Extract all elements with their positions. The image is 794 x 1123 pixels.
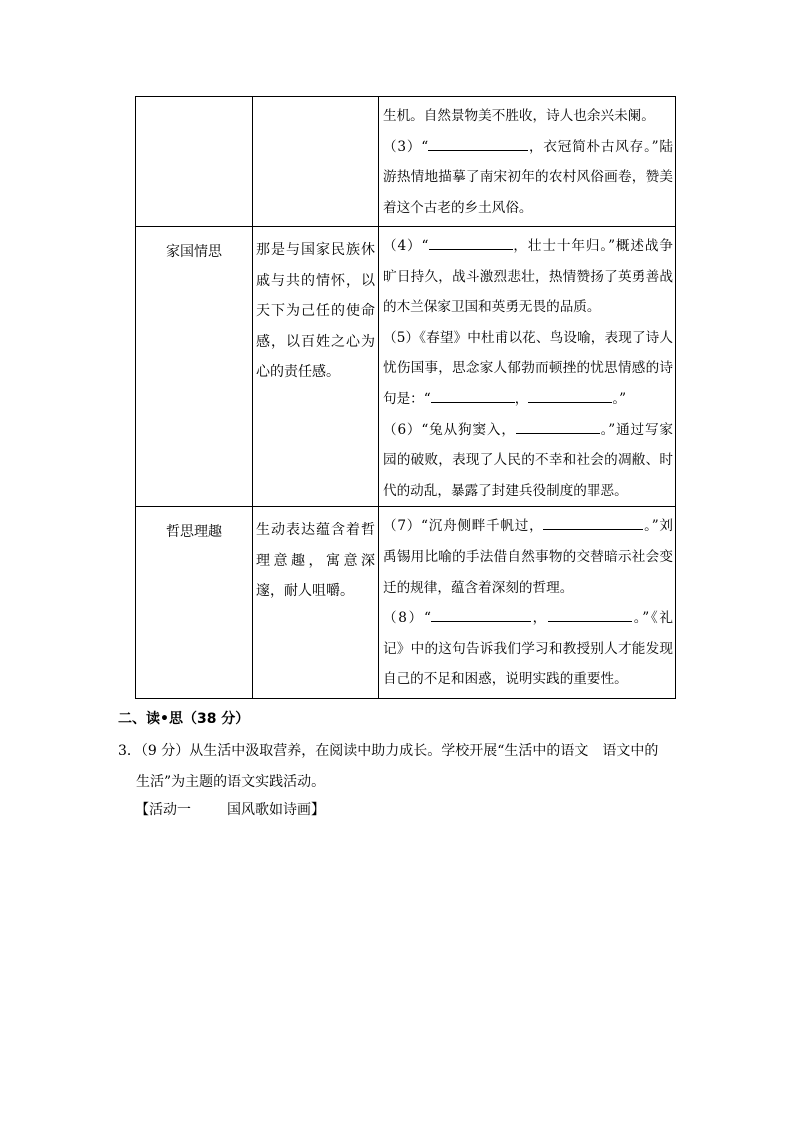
category-label: 家国情思 xyxy=(166,244,222,260)
poetry-table xyxy=(135,96,676,699)
description-cell xyxy=(253,227,379,507)
answer-blank[interactable] xyxy=(543,517,643,530)
activity-heading: 【活动一 国风歌如诗画】 xyxy=(135,802,325,818)
answer-blank[interactable] xyxy=(431,609,531,622)
table-row xyxy=(136,507,676,699)
items-cell xyxy=(379,227,676,507)
answer-blank[interactable] xyxy=(431,390,515,403)
question-3 xyxy=(118,736,678,798)
category-cell xyxy=(136,227,253,507)
category-label: 哲思理趣 xyxy=(166,524,222,541)
table-row xyxy=(136,227,676,507)
category-cell xyxy=(136,507,253,699)
answer-blank[interactable] xyxy=(528,390,612,403)
answer-blank[interactable] xyxy=(548,609,632,622)
description-cell xyxy=(253,97,379,227)
item-5: （5）《春望》中杜甫以花、鸟设喻，表现了诗人忧伤国事，思念家人郁勃而顿挫的忧思情感的诗句是：“ ， 。” xyxy=(383,329,673,407)
item-6: （6）“兔从狗窦入， 。”通过写家园的破败，表现了人民的不幸和社会的凋敝、时代的动乱，暴露了封建兵役制度的罪恶。 xyxy=(383,421,673,499)
item-7: （7）“沉舟侧畔千帆过， 。”刘禹锡用比喻的手法借自然事物的交替暗示社会变迁的规律，蕴含着深刻的哲理。 xyxy=(383,518,673,596)
items-cell xyxy=(379,97,676,227)
item-8: （8）“ ， 。”《礼记》中的这句告诉我们学习和教授别人才能发现自己的不足和困惑，说明实践的重要性。 xyxy=(383,610,673,688)
answer-blank[interactable] xyxy=(516,421,600,434)
category-cell xyxy=(136,97,253,227)
item-4: （4）“ ，壮士十年归。”概述战争旷日持久，战斗激烈悲壮，热情赞扬了英勇善战的木兰保家卫国和英勇无畏的品质。 xyxy=(383,238,673,316)
answer-blank[interactable] xyxy=(428,138,528,151)
items-cell xyxy=(379,507,676,699)
question-line: 生活”为主题的语文实践活动。 xyxy=(136,774,326,790)
description-text: 那是与国家民族休戚与共的情怀，以天下为己任的使命感，以百姓之心为心的责任感。 xyxy=(256,242,375,380)
section-title: 二、读•思（38 分） xyxy=(118,711,250,727)
description-text: 生动表达蕴含着哲理意趣，寓意深邃，耐人咀嚼。 xyxy=(256,522,375,600)
table-row xyxy=(136,97,676,227)
description-cell xyxy=(253,507,379,699)
question-line: 3．（9 分）从生活中汲取营养，在阅读中助力成长。学校开展“生活中的语文 语文中的 xyxy=(118,743,659,759)
item-text: 生机。自然景物美不胜收，诗人也余兴未阑。 xyxy=(383,108,655,124)
answer-blank[interactable] xyxy=(429,237,513,250)
item-3: （3）“ ，衣冠简朴古风存。”陆游热情地描摹了南宋初年的农村风俗画卷，赞美着这个古老的乡土风俗。 xyxy=(383,138,673,216)
